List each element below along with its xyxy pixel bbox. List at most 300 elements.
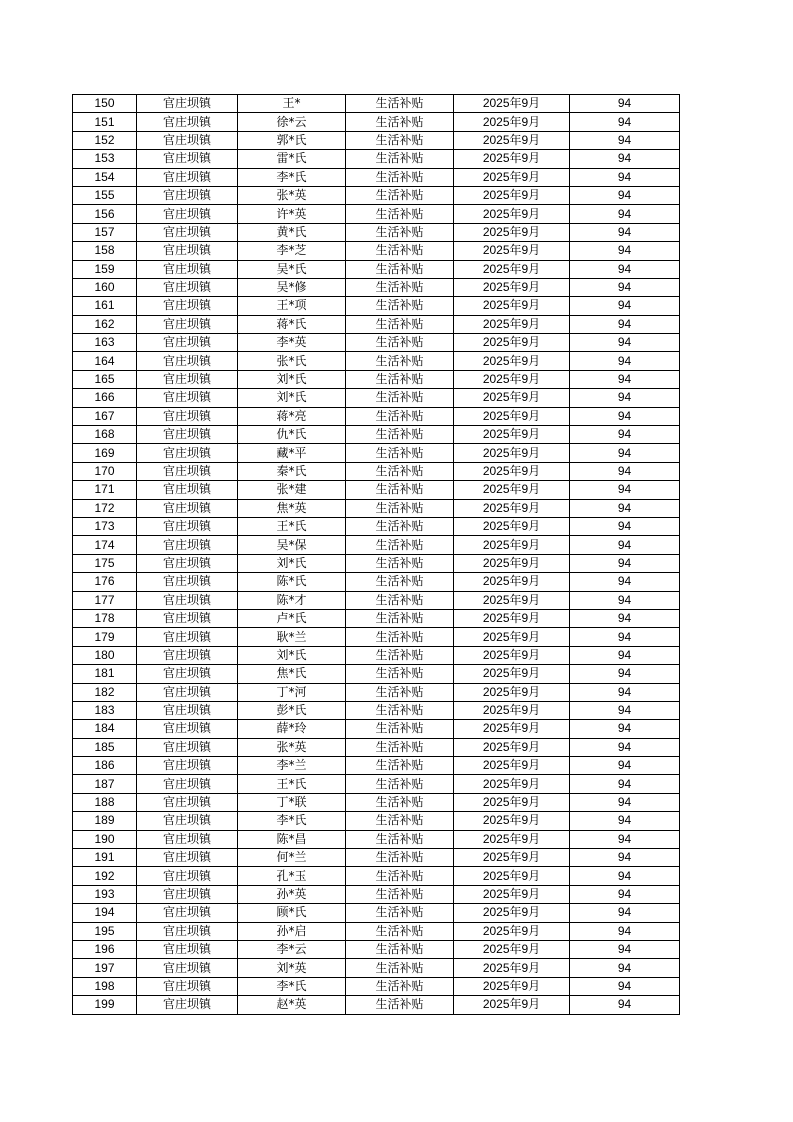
table-row [73, 646, 680, 664]
table-row [73, 940, 680, 958]
town-cell: 官庄坝镇 [137, 720, 238, 738]
table-row [73, 536, 680, 554]
table-row [73, 977, 680, 995]
amount-cell: 94 [570, 628, 680, 646]
name-cell: 陈*氏 [238, 573, 346, 591]
table-row [73, 867, 680, 885]
subsidy-type-cell: 生活补贴 [346, 554, 454, 572]
month-cell: 2025年9月 [454, 481, 570, 499]
amount-cell: 94 [570, 977, 680, 995]
town-cell: 官庄坝镇 [137, 168, 238, 186]
table-row [73, 683, 680, 701]
town-cell: 官庄坝镇 [137, 536, 238, 554]
subsidy-type-cell: 生活补贴 [346, 665, 454, 683]
amount-cell: 94 [570, 701, 680, 719]
name-cell: 李*芝 [238, 242, 346, 260]
amount-cell: 94 [570, 352, 680, 370]
month-cell: 2025年9月 [454, 867, 570, 885]
name-cell: 李*氏 [238, 812, 346, 830]
town-cell: 官庄坝镇 [137, 462, 238, 480]
amount-cell: 94 [570, 646, 680, 664]
subsidy-type-cell: 生活补贴 [346, 205, 454, 223]
town-cell: 官庄坝镇 [137, 352, 238, 370]
amount-cell: 94 [570, 591, 680, 609]
month-cell: 2025年9月 [454, 646, 570, 664]
month-cell: 2025年9月 [454, 665, 570, 683]
name-cell: 秦*氏 [238, 462, 346, 480]
row-number: 177 [73, 591, 137, 609]
town-cell: 官庄坝镇 [137, 812, 238, 830]
subsidy-type-cell: 生活补贴 [346, 573, 454, 591]
row-number: 155 [73, 186, 137, 204]
town-cell: 官庄坝镇 [137, 940, 238, 958]
town-cell: 官庄坝镇 [137, 849, 238, 867]
row-number: 196 [73, 940, 137, 958]
subsidy-type-cell: 生活补贴 [346, 609, 454, 627]
table-row [73, 720, 680, 738]
name-cell: 耿*兰 [238, 628, 346, 646]
town-cell: 官庄坝镇 [137, 738, 238, 756]
table-row [73, 701, 680, 719]
subsidy-type-cell: 生活补贴 [346, 352, 454, 370]
row-number: 185 [73, 738, 137, 756]
month-cell: 2025年9月 [454, 904, 570, 922]
table-row [73, 462, 680, 480]
row-number: 180 [73, 646, 137, 664]
month-cell: 2025年9月 [454, 536, 570, 554]
name-cell: 刘*氏 [238, 370, 346, 388]
row-number: 173 [73, 517, 137, 535]
table-row [73, 223, 680, 241]
month-cell: 2025年9月 [454, 260, 570, 278]
row-number: 199 [73, 996, 137, 1014]
subsidy-type-cell: 生活补贴 [346, 996, 454, 1014]
town-cell: 官庄坝镇 [137, 186, 238, 204]
row-number: 172 [73, 499, 137, 517]
table-row [73, 278, 680, 296]
month-cell: 2025年9月 [454, 573, 570, 591]
subsidy-type-cell: 生活补贴 [346, 738, 454, 756]
amount-cell: 94 [570, 665, 680, 683]
table-row [73, 481, 680, 499]
amount-cell: 94 [570, 334, 680, 352]
subsidy-type-cell: 生活补贴 [346, 812, 454, 830]
subsidy-type-cell: 生活补贴 [346, 95, 454, 113]
month-cell: 2025年9月 [454, 830, 570, 848]
amount-cell: 94 [570, 830, 680, 848]
row-number: 174 [73, 536, 137, 554]
row-number: 175 [73, 554, 137, 572]
row-number: 197 [73, 959, 137, 977]
row-number: 159 [73, 260, 137, 278]
month-cell: 2025年9月 [454, 242, 570, 260]
town-cell: 官庄坝镇 [137, 426, 238, 444]
subsidy-type-cell: 生活补贴 [346, 646, 454, 664]
name-cell: 何*兰 [238, 849, 346, 867]
table-row [73, 996, 680, 1014]
month-cell: 2025年9月 [454, 554, 570, 572]
subsidy-type-cell: 生活补贴 [346, 536, 454, 554]
subsidy-type-cell: 生活补贴 [346, 186, 454, 204]
name-cell: 刘*氏 [238, 554, 346, 572]
name-cell: 藏*平 [238, 444, 346, 462]
table-row [73, 885, 680, 903]
row-number: 170 [73, 462, 137, 480]
row-number: 165 [73, 370, 137, 388]
amount-cell: 94 [570, 904, 680, 922]
town-cell: 官庄坝镇 [137, 481, 238, 499]
table-row [73, 150, 680, 168]
subsidy-table [72, 94, 680, 1015]
name-cell: 蒋*亮 [238, 407, 346, 425]
name-cell: 雷*氏 [238, 150, 346, 168]
town-cell: 官庄坝镇 [137, 444, 238, 462]
table-row [73, 904, 680, 922]
town-cell: 官庄坝镇 [137, 904, 238, 922]
subsidy-type-cell: 生活补贴 [346, 793, 454, 811]
subsidy-type-cell: 生活补贴 [346, 260, 454, 278]
subsidy-type-cell: 生活补贴 [346, 113, 454, 131]
subsidy-type-cell: 生活补贴 [346, 444, 454, 462]
amount-cell: 94 [570, 554, 680, 572]
town-cell: 官庄坝镇 [137, 665, 238, 683]
town-cell: 官庄坝镇 [137, 573, 238, 591]
name-cell: 吴*氏 [238, 260, 346, 278]
row-number: 152 [73, 131, 137, 149]
table-row [73, 554, 680, 572]
subsidy-type-cell: 生活补贴 [346, 849, 454, 867]
row-number: 160 [73, 278, 137, 296]
row-number: 182 [73, 683, 137, 701]
row-number: 162 [73, 315, 137, 333]
amount-cell: 94 [570, 297, 680, 315]
month-cell: 2025年9月 [454, 499, 570, 517]
town-cell: 官庄坝镇 [137, 867, 238, 885]
row-number: 157 [73, 223, 137, 241]
amount-cell: 94 [570, 940, 680, 958]
subsidy-type-cell: 生活补贴 [346, 426, 454, 444]
town-cell: 官庄坝镇 [137, 150, 238, 168]
subsidy-type-cell: 生活补贴 [346, 315, 454, 333]
town-cell: 官庄坝镇 [137, 977, 238, 995]
town-cell: 官庄坝镇 [137, 297, 238, 315]
row-number: 166 [73, 389, 137, 407]
town-cell: 官庄坝镇 [137, 996, 238, 1014]
subsidy-type-cell: 生活补贴 [346, 940, 454, 958]
name-cell: 张*英 [238, 186, 346, 204]
subsidy-type-cell: 生活补贴 [346, 389, 454, 407]
month-cell: 2025年9月 [454, 720, 570, 738]
town-cell: 官庄坝镇 [137, 701, 238, 719]
month-cell: 2025年9月 [454, 352, 570, 370]
row-number: 161 [73, 297, 137, 315]
town-cell: 官庄坝镇 [137, 278, 238, 296]
month-cell: 2025年9月 [454, 462, 570, 480]
name-cell: 刘*氏 [238, 389, 346, 407]
amount-cell: 94 [570, 720, 680, 738]
month-cell: 2025年9月 [454, 297, 570, 315]
table-row [73, 95, 680, 113]
table-row [73, 444, 680, 462]
month-cell: 2025年9月 [454, 959, 570, 977]
amount-cell: 94 [570, 793, 680, 811]
month-cell: 2025年9月 [454, 591, 570, 609]
name-cell: 许*英 [238, 205, 346, 223]
row-number: 156 [73, 205, 137, 223]
name-cell: 李*兰 [238, 757, 346, 775]
table-row [73, 131, 680, 149]
name-cell: 吴*修 [238, 278, 346, 296]
row-number: 194 [73, 904, 137, 922]
table-row [73, 260, 680, 278]
name-cell: 李*英 [238, 334, 346, 352]
town-cell: 官庄坝镇 [137, 628, 238, 646]
subsidy-type-cell: 生活补贴 [346, 223, 454, 241]
row-number: 158 [73, 242, 137, 260]
row-number: 171 [73, 481, 137, 499]
subsidy-type-cell: 生活补贴 [346, 867, 454, 885]
name-cell: 卢*氏 [238, 609, 346, 627]
amount-cell: 94 [570, 959, 680, 977]
row-number: 192 [73, 867, 137, 885]
month-cell: 2025年9月 [454, 223, 570, 241]
month-cell: 2025年9月 [454, 186, 570, 204]
table-row [73, 186, 680, 204]
row-number: 163 [73, 334, 137, 352]
row-number: 190 [73, 830, 137, 848]
name-cell: 王*氏 [238, 775, 346, 793]
row-number: 183 [73, 701, 137, 719]
month-cell: 2025年9月 [454, 609, 570, 627]
amount-cell: 94 [570, 444, 680, 462]
town-cell: 官庄坝镇 [137, 407, 238, 425]
town-cell: 官庄坝镇 [137, 646, 238, 664]
amount-cell: 94 [570, 849, 680, 867]
subsidy-type-cell: 生活补贴 [346, 720, 454, 738]
month-cell: 2025年9月 [454, 812, 570, 830]
subsidy-type-cell: 生活补贴 [346, 407, 454, 425]
subsidy-type-cell: 生活补贴 [346, 830, 454, 848]
table-row [73, 573, 680, 591]
town-cell: 官庄坝镇 [137, 131, 238, 149]
subsidy-type-cell: 生活补贴 [346, 904, 454, 922]
table-row [73, 407, 680, 425]
subsidy-type-cell: 生活补贴 [346, 370, 454, 388]
amount-cell: 94 [570, 922, 680, 940]
table-row [73, 242, 680, 260]
table-row [73, 205, 680, 223]
table-row [73, 315, 680, 333]
name-cell: 孙*英 [238, 885, 346, 903]
name-cell: 李*云 [238, 940, 346, 958]
table-row [73, 849, 680, 867]
subsidy-type-cell: 生活补贴 [346, 757, 454, 775]
town-cell: 官庄坝镇 [137, 554, 238, 572]
row-number: 167 [73, 407, 137, 425]
amount-cell: 94 [570, 223, 680, 241]
table-row [73, 591, 680, 609]
table-row [73, 334, 680, 352]
name-cell: 孙*启 [238, 922, 346, 940]
name-cell: 徐*云 [238, 113, 346, 131]
month-cell: 2025年9月 [454, 738, 570, 756]
subsidy-type-cell: 生活补贴 [346, 885, 454, 903]
subsidy-type-cell: 生活补贴 [346, 775, 454, 793]
town-cell: 官庄坝镇 [137, 389, 238, 407]
row-number: 191 [73, 849, 137, 867]
table-row [73, 812, 680, 830]
month-cell: 2025年9月 [454, 205, 570, 223]
table-row [73, 738, 680, 756]
subsidy-type-cell: 生活补贴 [346, 131, 454, 149]
table-row [73, 793, 680, 811]
amount-cell: 94 [570, 885, 680, 903]
town-cell: 官庄坝镇 [137, 242, 238, 260]
name-cell: 陈*昌 [238, 830, 346, 848]
amount-cell: 94 [570, 315, 680, 333]
month-cell: 2025年9月 [454, 793, 570, 811]
subsidy-type-cell: 生活补贴 [346, 683, 454, 701]
name-cell: 赵*英 [238, 996, 346, 1014]
row-number: 153 [73, 150, 137, 168]
name-cell: 焦*氏 [238, 665, 346, 683]
amount-cell: 94 [570, 150, 680, 168]
town-cell: 官庄坝镇 [137, 885, 238, 903]
month-cell: 2025年9月 [454, 940, 570, 958]
town-cell: 官庄坝镇 [137, 683, 238, 701]
amount-cell: 94 [570, 775, 680, 793]
amount-cell: 94 [570, 168, 680, 186]
subsidy-type-cell: 生活补贴 [346, 628, 454, 646]
subsidy-type-cell: 生活补贴 [346, 168, 454, 186]
name-cell: 王*项 [238, 297, 346, 315]
name-cell: 黄*氏 [238, 223, 346, 241]
table-row [73, 959, 680, 977]
table-row [73, 499, 680, 517]
row-number: 168 [73, 426, 137, 444]
subsidy-type-cell: 生活补贴 [346, 922, 454, 940]
name-cell: 刘*英 [238, 959, 346, 977]
month-cell: 2025年9月 [454, 922, 570, 940]
amount-cell: 94 [570, 757, 680, 775]
name-cell: 孔*玉 [238, 867, 346, 885]
town-cell: 官庄坝镇 [137, 499, 238, 517]
town-cell: 官庄坝镇 [137, 370, 238, 388]
amount-cell: 94 [570, 462, 680, 480]
name-cell: 李*氏 [238, 977, 346, 995]
row-number: 178 [73, 609, 137, 627]
amount-cell: 94 [570, 113, 680, 131]
amount-cell: 94 [570, 481, 680, 499]
table-row [73, 370, 680, 388]
amount-cell: 94 [570, 407, 680, 425]
name-cell: 张*氏 [238, 352, 346, 370]
subsidy-type-cell: 生活补贴 [346, 959, 454, 977]
month-cell: 2025年9月 [454, 757, 570, 775]
amount-cell: 94 [570, 131, 680, 149]
name-cell: 吴*保 [238, 536, 346, 554]
table-row [73, 426, 680, 444]
table-row [73, 113, 680, 131]
row-number: 181 [73, 665, 137, 683]
town-cell: 官庄坝镇 [137, 113, 238, 131]
town-cell: 官庄坝镇 [137, 260, 238, 278]
town-cell: 官庄坝镇 [137, 223, 238, 241]
amount-cell: 94 [570, 260, 680, 278]
amount-cell: 94 [570, 683, 680, 701]
town-cell: 官庄坝镇 [137, 609, 238, 627]
name-cell: 丁*联 [238, 793, 346, 811]
name-cell: 顾*氏 [238, 904, 346, 922]
month-cell: 2025年9月 [454, 628, 570, 646]
amount-cell: 94 [570, 242, 680, 260]
month-cell: 2025年9月 [454, 315, 570, 333]
name-cell: 仇*氏 [238, 426, 346, 444]
subsidy-type-cell: 生活补贴 [346, 481, 454, 499]
town-cell: 官庄坝镇 [137, 793, 238, 811]
amount-cell: 94 [570, 95, 680, 113]
row-number: 164 [73, 352, 137, 370]
town-cell: 官庄坝镇 [137, 757, 238, 775]
row-number: 151 [73, 113, 137, 131]
table-row [73, 757, 680, 775]
month-cell: 2025年9月 [454, 426, 570, 444]
name-cell: 刘*氏 [238, 646, 346, 664]
table-row [73, 352, 680, 370]
month-cell: 2025年9月 [454, 95, 570, 113]
month-cell: 2025年9月 [454, 113, 570, 131]
town-cell: 官庄坝镇 [137, 922, 238, 940]
row-number: 193 [73, 885, 137, 903]
table-row [73, 922, 680, 940]
month-cell: 2025年9月 [454, 334, 570, 352]
town-cell: 官庄坝镇 [137, 334, 238, 352]
amount-cell: 94 [570, 370, 680, 388]
town-cell: 官庄坝镇 [137, 775, 238, 793]
amount-cell: 94 [570, 738, 680, 756]
month-cell: 2025年9月 [454, 370, 570, 388]
table-row [73, 775, 680, 793]
subsidy-type-cell: 生活补贴 [346, 499, 454, 517]
row-number: 184 [73, 720, 137, 738]
month-cell: 2025年9月 [454, 278, 570, 296]
amount-cell: 94 [570, 812, 680, 830]
name-cell: 薛*玲 [238, 720, 346, 738]
amount-cell: 94 [570, 426, 680, 444]
row-number: 154 [73, 168, 137, 186]
month-cell: 2025年9月 [454, 407, 570, 425]
town-cell: 官庄坝镇 [137, 591, 238, 609]
name-cell: 蒋*氏 [238, 315, 346, 333]
row-number: 198 [73, 977, 137, 995]
name-cell: 张*建 [238, 481, 346, 499]
amount-cell: 94 [570, 573, 680, 591]
table-row [73, 168, 680, 186]
row-number: 189 [73, 812, 137, 830]
month-cell: 2025年9月 [454, 885, 570, 903]
month-cell: 2025年9月 [454, 977, 570, 995]
town-cell: 官庄坝镇 [137, 95, 238, 113]
table-row [73, 609, 680, 627]
row-number: 176 [73, 573, 137, 591]
name-cell: 焦*英 [238, 499, 346, 517]
month-cell: 2025年9月 [454, 683, 570, 701]
row-number: 186 [73, 757, 137, 775]
table-row [73, 665, 680, 683]
month-cell: 2025年9月 [454, 131, 570, 149]
amount-cell: 94 [570, 499, 680, 517]
town-cell: 官庄坝镇 [137, 959, 238, 977]
